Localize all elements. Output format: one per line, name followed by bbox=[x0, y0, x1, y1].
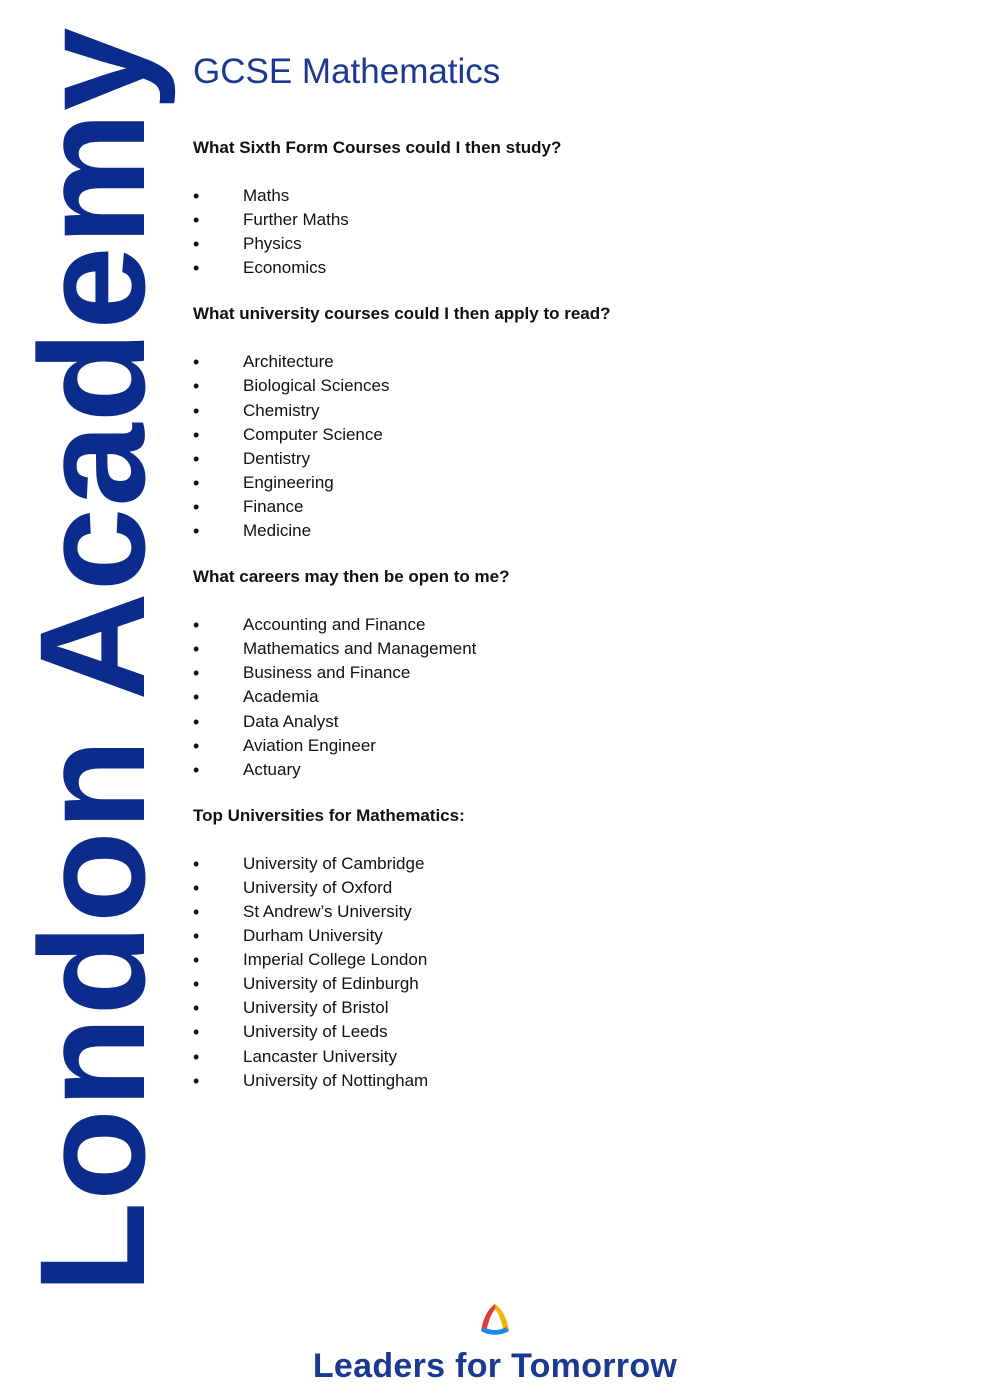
list-item: • Academia bbox=[193, 685, 953, 709]
list-item: • Aviation Engineer bbox=[193, 734, 953, 758]
list-item: • Actuary bbox=[193, 758, 953, 782]
list-item: • Architecture bbox=[193, 350, 953, 374]
list-item: • Lancaster University bbox=[193, 1045, 953, 1069]
section-university-courses bbox=[193, 302, 953, 543]
section-heading: What university courses could I then apply to read? bbox=[193, 304, 611, 324]
section-careers bbox=[193, 565, 953, 782]
list-item: • Finance bbox=[193, 495, 953, 519]
list-item: • Computer Science bbox=[193, 423, 953, 447]
list-item: • University of Nottingham bbox=[193, 1069, 953, 1093]
list bbox=[193, 613, 953, 782]
list-item: • Dentistry bbox=[193, 447, 953, 471]
list-item: • Biological Sciences bbox=[193, 374, 953, 398]
triangle-logo-icon bbox=[475, 1300, 515, 1340]
list-item: • University of Edinburgh bbox=[193, 972, 953, 996]
list-item: • Physics bbox=[193, 232, 953, 256]
list-item: • University of Cambridge bbox=[193, 852, 953, 876]
list-item: • Imperial College London bbox=[193, 948, 953, 972]
list-item: • University of Bristol bbox=[193, 996, 953, 1020]
list bbox=[193, 852, 953, 1093]
section-heading: What Sixth Form Courses could I then study? bbox=[193, 138, 562, 157]
footer bbox=[0, 1300, 990, 1386]
list-item: • University of Leeds bbox=[193, 1020, 953, 1044]
list bbox=[193, 184, 953, 280]
list bbox=[193, 350, 953, 543]
main-content bbox=[193, 50, 953, 1115]
list-item: • Economics bbox=[193, 256, 953, 280]
list-item: • Durham University bbox=[193, 924, 953, 948]
list-item: • Data Analyst bbox=[193, 710, 953, 734]
list-item: • Business and Finance bbox=[193, 661, 953, 685]
list-item: • Chemistry bbox=[193, 399, 953, 423]
footer-tagline: Leaders for Tomorrow bbox=[312, 1347, 678, 1385]
list-item: • University of Oxford bbox=[193, 876, 953, 900]
list-item: • Medicine bbox=[193, 519, 953, 543]
list-item: • Maths bbox=[193, 184, 953, 208]
section-top-universities bbox=[193, 804, 953, 1093]
list-item: • Mathematics and Management bbox=[193, 637, 953, 661]
page-title: GCSE Mathematics bbox=[193, 52, 501, 91]
section-sixth-form bbox=[193, 136, 953, 280]
side-brand-text: London Academy bbox=[8, 26, 176, 1294]
list-item: • Further Maths bbox=[193, 208, 953, 232]
list-item: • St Andrew’s University bbox=[193, 900, 953, 924]
section-heading: Top Universities for Mathematics: bbox=[193, 805, 465, 825]
list-item: • Engineering bbox=[193, 471, 953, 495]
list-item: • Accounting and Finance bbox=[193, 613, 953, 637]
section-heading: What careers may then be open to me? bbox=[193, 567, 510, 587]
